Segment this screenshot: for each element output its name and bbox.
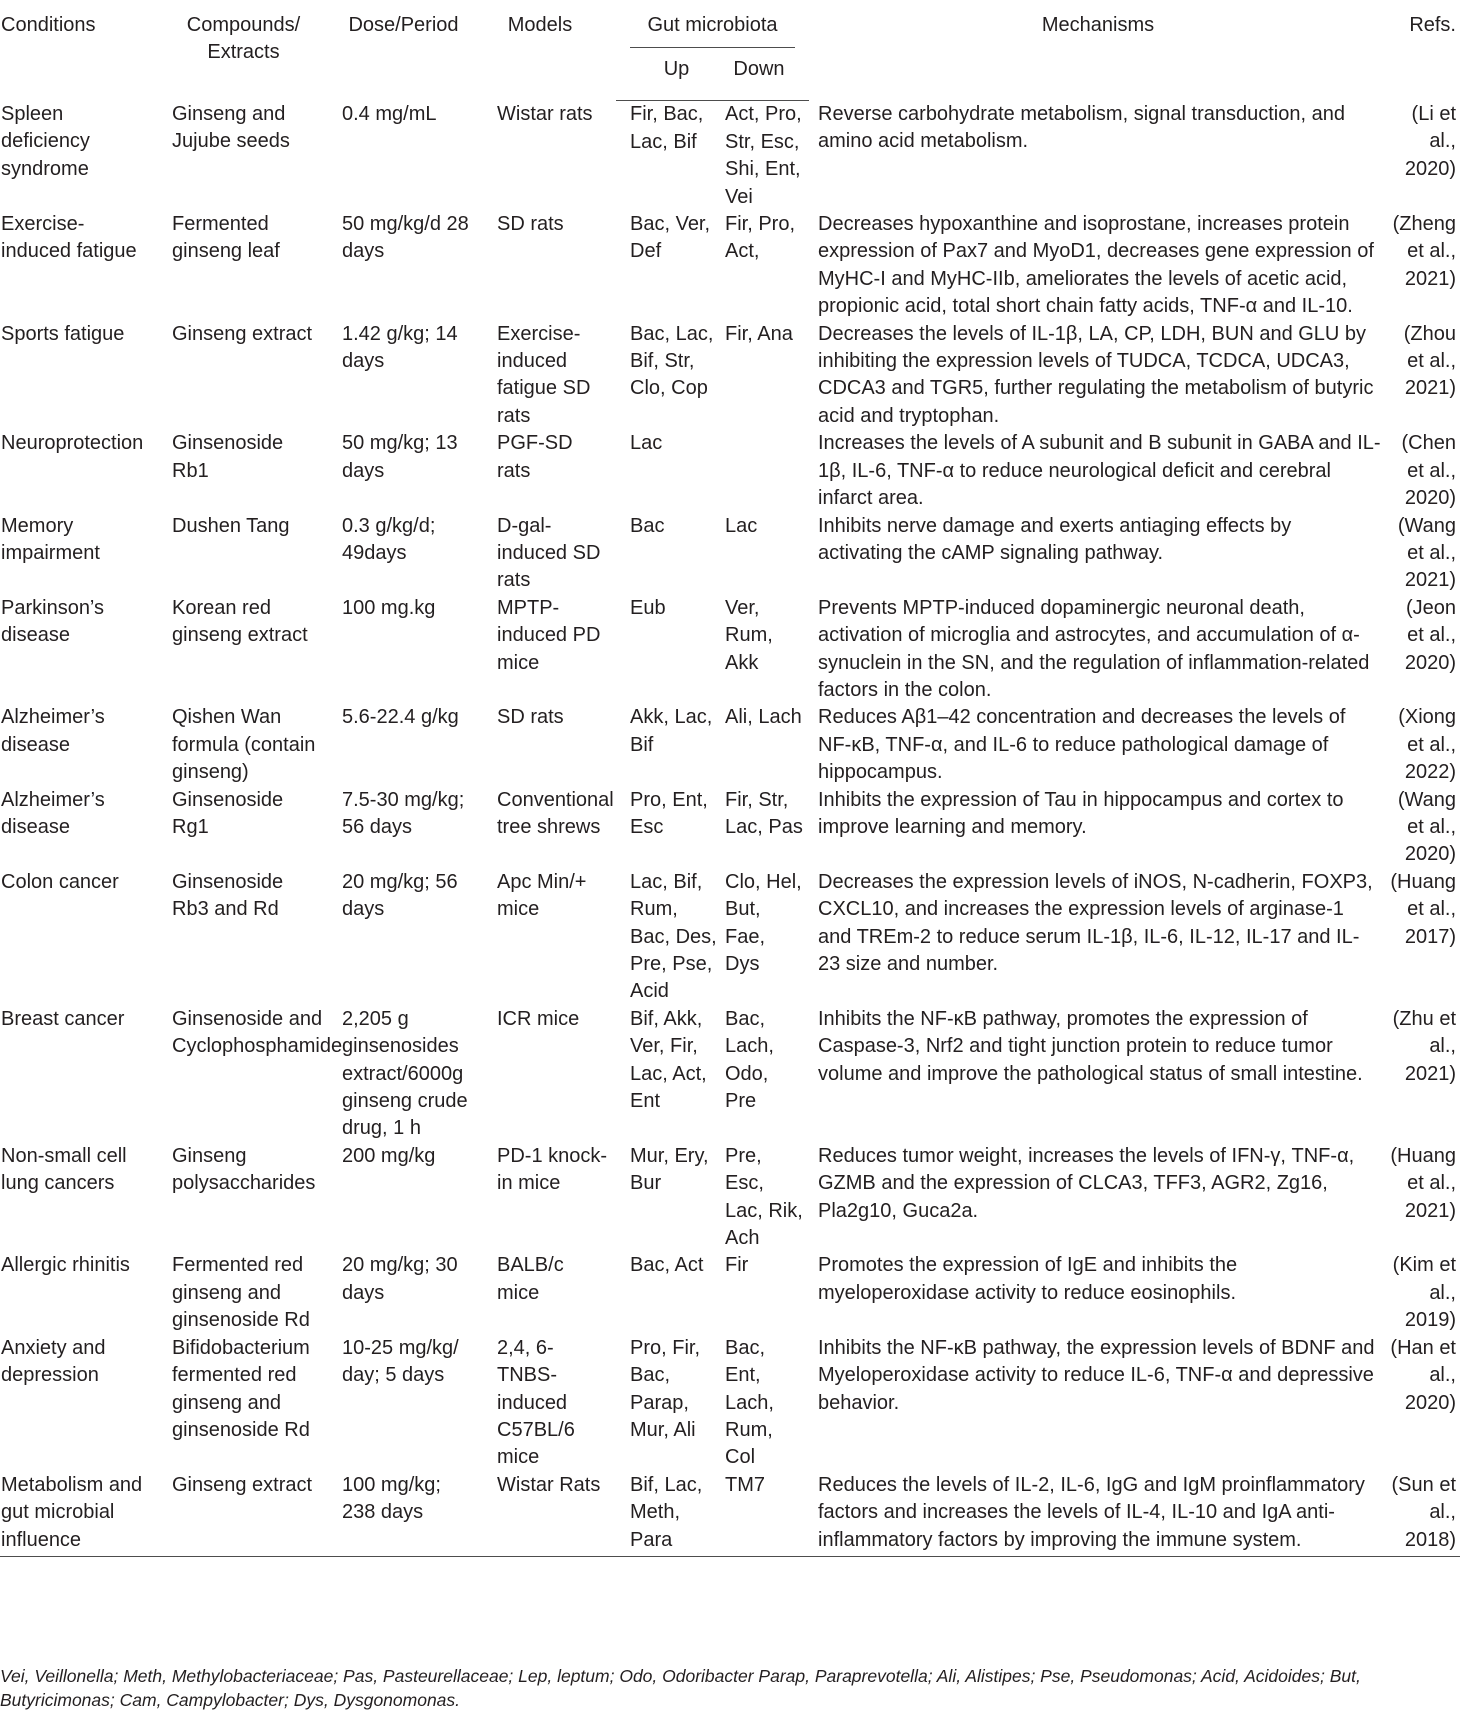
cell-mechanism: Reduces the levels of IL-2, IL-6, IgG and IgM proinflammatory factors and increases the levels of IL-4, IL-10 and IgA anti-inflammatory factors by improving the immune system. bbox=[809, 1472, 1387, 1557]
cell-ref: (Huang et al., 2017) bbox=[1390, 870, 1456, 948]
cell-up: Lac, Bif, Rum, Bac, Des, Pre, Pse, Acid bbox=[630, 870, 717, 1003]
cell-ref: (Han et al., 2020) bbox=[1390, 1336, 1456, 1414]
cell-mechanism: Increases the levels of A subunit and B subunit in GABA and IL-1β, IL-6, TNF-α to reduce neurological deficit and cerebral infarct area. bbox=[818, 432, 1381, 510]
cell-condition: Anxiety and depression bbox=[1, 1336, 106, 1387]
cell-mechanism: Promotes the expression of IgE and inhibits the myeloperoxidase activity to reduce eosinophils. bbox=[818, 1254, 1238, 1304]
table-row bbox=[0, 595, 1460, 705]
header-refs: Refs. bbox=[1409, 14, 1456, 36]
table-row bbox=[0, 430, 1460, 512]
cell-dose: 0.3 g/kg/d; 49days bbox=[342, 514, 436, 564]
cell-ref: (Jeon et al., 2020) bbox=[1404, 596, 1456, 674]
cell-condition: Exercise-induced fatigue bbox=[1, 213, 137, 263]
header-gut-microbiota bbox=[616, 0, 809, 48]
cell-mechanism: Prevents MPTP-induced dopaminergic neuronal death, activation of microglia and astrocytes, and accumulation of α-synuclein in the SN, and the regulation of inflammation-related factors in the colon. bbox=[818, 596, 1370, 701]
cell-compound: Ginseng polysaccharides bbox=[172, 1144, 316, 1195]
cell-mechanism: Reduces tumor weight, increases the levels of IFN-γ, TNF-α, GZMB and the expression of CLCA3, TFF3, AGR2, Zg16, Pla2g10, Guca2a. bbox=[818, 1144, 1355, 1222]
cell-mechanism: Reverse carbohydrate metabolism, signal transduction, and amino acid metabolism. bbox=[818, 102, 1345, 153]
table-row bbox=[0, 869, 1460, 1006]
header-conditions: Conditions bbox=[1, 14, 96, 36]
cell-compound: Ginseng and Jujube seeds bbox=[172, 102, 290, 153]
cell-condition: Allergic rhinitis bbox=[1, 1254, 130, 1277]
cell-down: Bac, Ent, Lach, Rum, Col bbox=[725, 1336, 774, 1469]
cell-dose: 0.4 mg/mL bbox=[342, 102, 437, 125]
cell-dose: 1.42 g/kg; 14 days bbox=[342, 322, 458, 373]
table-row bbox=[0, 513, 1460, 595]
cell-dose: 50 mg/kg/d 28 days bbox=[342, 213, 469, 263]
cell-down: Ver, Rum, Akk bbox=[725, 596, 773, 674]
table-row bbox=[0, 321, 1460, 431]
cell-condition: Parkinson’s disease bbox=[1, 596, 105, 647]
cell-model: Wistar rats bbox=[497, 102, 593, 125]
cell-up: Bif, Lac, Meth, Para bbox=[616, 1472, 723, 1557]
gut-microbiota-label: Gut microbiota bbox=[630, 12, 795, 48]
cell-down: Fir bbox=[725, 1254, 749, 1277]
cell-model: PD-1 knock-in mice bbox=[497, 1144, 608, 1195]
cell-model: MPTP-induced PD mice bbox=[497, 596, 601, 674]
cell-ref: (Wang et al., 2020) bbox=[1397, 788, 1456, 866]
cell-condition: Metabolism and gut microbial influence bbox=[0, 1472, 156, 1557]
cell-ref: (Wang et al., 2021) bbox=[1397, 514, 1456, 592]
cell-condition: Alzheimer’s disease bbox=[1, 788, 105, 838]
cell-model: BALB/c mice bbox=[497, 1254, 564, 1304]
cell-up: Akk, Lac, Bif bbox=[630, 706, 713, 756]
table-row bbox=[0, 1006, 1460, 1143]
cell-condition: Alzheimer’s disease bbox=[1, 706, 105, 756]
cell-down: Fir, Ana bbox=[725, 322, 793, 345]
table-header bbox=[0, 0, 1460, 101]
table-row bbox=[0, 101, 1460, 211]
cell-condition: Breast cancer bbox=[1, 1007, 125, 1030]
cell-up: Lac bbox=[630, 432, 663, 455]
cell-ref: (Sun et al., 2018) bbox=[1387, 1472, 1460, 1557]
cell-down: Fir, Pro, Act, bbox=[725, 213, 796, 263]
cell-dose: 7.5-30 mg/kg; 56 days bbox=[342, 788, 465, 838]
header-models: Models bbox=[507, 14, 573, 36]
cell-ref: (Zhu et al., 2021) bbox=[1392, 1007, 1456, 1085]
table-row bbox=[0, 787, 1460, 869]
table-body bbox=[0, 101, 1460, 1557]
cell-ref: (Li et al., 2020) bbox=[1404, 102, 1456, 180]
cell-mechanism: Decreases the expression levels of iNOS, N-cadherin, FOXP3, CXCL10, and increases the expression levels of arginase-1 and TREm-2 to reduce serum IL-1β, IL-6, IL-12, IL-17 and IL-23 size and number. bbox=[818, 870, 1373, 975]
cell-mechanism: Decreases the levels of IL-1β, LA, CP, LDH, BUN and GLU by inhibiting the expression levels of TUDCA, TCDCA, UDCA3, CDCA3 and TGR5, further regulating the metabolism of butyric acid and tryptophan. bbox=[818, 322, 1374, 427]
cell-down: Bac, Lach, Odo, Pre bbox=[725, 1007, 774, 1113]
header-compounds: Compounds/ Extracts bbox=[186, 14, 301, 64]
cell-compound: Ginseng extract bbox=[172, 322, 313, 345]
cell-dose: 100 mg.kg bbox=[342, 596, 436, 619]
cell-condition: Neuroprotection bbox=[1, 432, 144, 455]
cell-model: ICR mice bbox=[497, 1007, 580, 1030]
cell-up: Fir, Bac, Lac, Bif bbox=[630, 103, 704, 153]
cell-mechanism: Inhibits nerve damage and exerts antiaging effects by activating the cAMP signaling pathway. bbox=[818, 514, 1292, 564]
table-row bbox=[0, 1252, 1460, 1334]
cell-compound: Bifidobacterium fermented red ginseng and ginsenoside Rd bbox=[172, 1336, 310, 1441]
cell-compound: Korean red ginseng extract bbox=[172, 596, 308, 647]
cell-up: Eub bbox=[630, 596, 666, 619]
cell-up: Pro, Fir, Bac, Parap, Mur, Ali bbox=[630, 1336, 701, 1441]
cell-down bbox=[723, 430, 809, 512]
cell-model: D-gal-induced SD rats bbox=[497, 514, 601, 592]
cell-model: SD rats bbox=[497, 706, 564, 729]
cell-model: PGF-SD rats bbox=[497, 432, 573, 482]
cell-mechanism: Inhibits the NF-κB pathway, the expression levels of BDNF and Myeloperoxidase activity to reduce IL-6, TNF-α and depressive behavior. bbox=[818, 1336, 1375, 1414]
cell-condition: Non-small cell lung cancers bbox=[1, 1144, 127, 1195]
cell-dose: 20 mg/kg; 30 days bbox=[342, 1254, 458, 1304]
cell-dose: 10-25 mg/kg/ day; 5 days bbox=[342, 1336, 459, 1387]
cell-compound: Ginsenoside Rg1 bbox=[172, 788, 284, 838]
cell-down: Clo, Hel, But, Fae, Dys bbox=[725, 870, 802, 975]
table-row bbox=[0, 1472, 1460, 1557]
cell-model: SD rats bbox=[497, 213, 564, 236]
header-up: Up bbox=[616, 48, 723, 101]
cell-model: Apc Min/+ mice bbox=[497, 870, 587, 921]
table-row bbox=[0, 1335, 1460, 1472]
cell-down: TM7 bbox=[723, 1472, 809, 1557]
cell-condition: Memory impairment bbox=[1, 514, 100, 564]
cell-condition: Sports fatigue bbox=[1, 322, 125, 345]
cell-down: Ali, Lach bbox=[725, 706, 802, 729]
cell-mechanism: Inhibits the expression of Tau in hippocampus and cortex to improve learning and memory. bbox=[818, 788, 1344, 838]
cell-dose: 200 mg/kg bbox=[342, 1144, 436, 1167]
cell-compound: Fermented ginseng leaf bbox=[172, 213, 280, 263]
cell-mechanism: Inhibits the NF-κB pathway, promotes the expression of Caspase-3, Nrf2 and tight junction protein to reduce tumor volume and improve the pathological status of small intestine. bbox=[818, 1007, 1363, 1085]
table-footnote: Vei, Veillonella; Meth, Methylobacteriaceae; Pas, Pasteurellaceae; Lep, leptum; Odo, Odoribacter Parap, Paraprevotella; Ali, Alistipes; Pse, Pseudomonas; Acid, Acidoides; But, Butyricimonas; Cam, Campylobacter; Dys, Dysgonomonas. bbox=[0, 1666, 1361, 1710]
cell-condition: Colon cancer bbox=[1, 870, 119, 893]
cell-model: Wistar Rats bbox=[480, 1472, 616, 1557]
header-dose: Dose/Period bbox=[348, 14, 459, 36]
cell-compound: Fermented red ginseng and ginsenoside Rd bbox=[172, 1254, 310, 1332]
cell-ref: (Kim et al., 2019) bbox=[1392, 1254, 1456, 1332]
cell-ref: (Zhou et al., 2021) bbox=[1403, 322, 1456, 400]
cell-mechanism: Decreases hypoxanthine and isoprostane, increases protein expression of Pax7 and MyoD1, decreases gene expression of MyHC-I and MyHC-IIb, ameliorates the levels of acetic acid, propionic acid, total short chain fatty acids, TNF-α and IL-10. bbox=[818, 213, 1374, 318]
cell-ref: (Zheng et al., 2021) bbox=[1392, 213, 1456, 290]
cell-dose: 5.6-22.4 g/kg bbox=[342, 706, 459, 729]
cell-up: Mur, Ery, Bur bbox=[630, 1144, 709, 1195]
cell-down: Pre, Esc, Lac, Rik, Ach bbox=[725, 1144, 803, 1250]
cell-compound: Dushen Tang bbox=[172, 514, 290, 537]
cell-model: Exercise-induced fatigue SD rats bbox=[497, 322, 591, 427]
cell-compound: Ginsenoside Rb1 bbox=[172, 432, 284, 482]
cell-down: Act, Pro, Str, Esc, Shi, Ent, Vei bbox=[725, 103, 802, 208]
cell-ref: (Xiong et al., 2022) bbox=[1398, 706, 1456, 784]
cell-up: Pro, Ent, Esc bbox=[630, 788, 708, 838]
cell-up: Bac, Act bbox=[630, 1254, 704, 1277]
cell-compound: Ginsenoside and Cyclophosphamide bbox=[172, 1007, 343, 1058]
cell-model: Conventional tree shrews bbox=[497, 788, 614, 838]
cell-compound: Qishen Wan formula (contain ginseng) bbox=[172, 706, 316, 784]
cell-condition: Spleen deficiency syndrome bbox=[1, 102, 90, 180]
cell-down: Lac bbox=[725, 514, 758, 537]
cell-up: Bac bbox=[630, 514, 665, 537]
cell-up: Bac, Lac, Bif, Str, Clo, Cop bbox=[630, 322, 714, 400]
cell-ref: (Chen et al., 2020) bbox=[1401, 432, 1456, 510]
table-row bbox=[0, 1143, 1460, 1253]
cell-compound: Ginseng extract bbox=[156, 1472, 327, 1557]
cell-dose: 2,205 g ginsenosides extract/6000g ginseng crude drug, 1 h bbox=[342, 1007, 468, 1140]
cell-dose: 50 mg/kg; 13 days bbox=[342, 432, 458, 482]
table-row bbox=[0, 704, 1460, 786]
cell-dose: 100 mg/kg; 238 days bbox=[327, 1472, 480, 1557]
header-mechanisms: Mechanisms bbox=[1041, 14, 1155, 36]
cell-dose: 20 mg/kg; 56 days bbox=[342, 870, 458, 921]
cell-mechanism: Reduces Aβ1–42 concentration and decreases the levels of NF-κB, TNF-α, and IL-6 to reduce pathological damage of hippocampus. bbox=[818, 706, 1346, 784]
cell-model: 2,4, 6-TNBS-induced C57BL/6 mice bbox=[497, 1336, 575, 1469]
cell-down: Fir, Str, Lac, Pas bbox=[725, 788, 803, 838]
table-row bbox=[0, 211, 1460, 321]
cell-up: Bac, Ver, Def bbox=[630, 213, 711, 263]
cell-up: Bif, Akk, Ver, Fir, Lac, Act, Ent bbox=[630, 1007, 707, 1113]
cell-compound: Ginsenoside Rb3 and Rd bbox=[172, 870, 284, 921]
cell-ref: (Huang et al., 2021) bbox=[1390, 1144, 1456, 1222]
header-down: Down bbox=[723, 48, 809, 101]
